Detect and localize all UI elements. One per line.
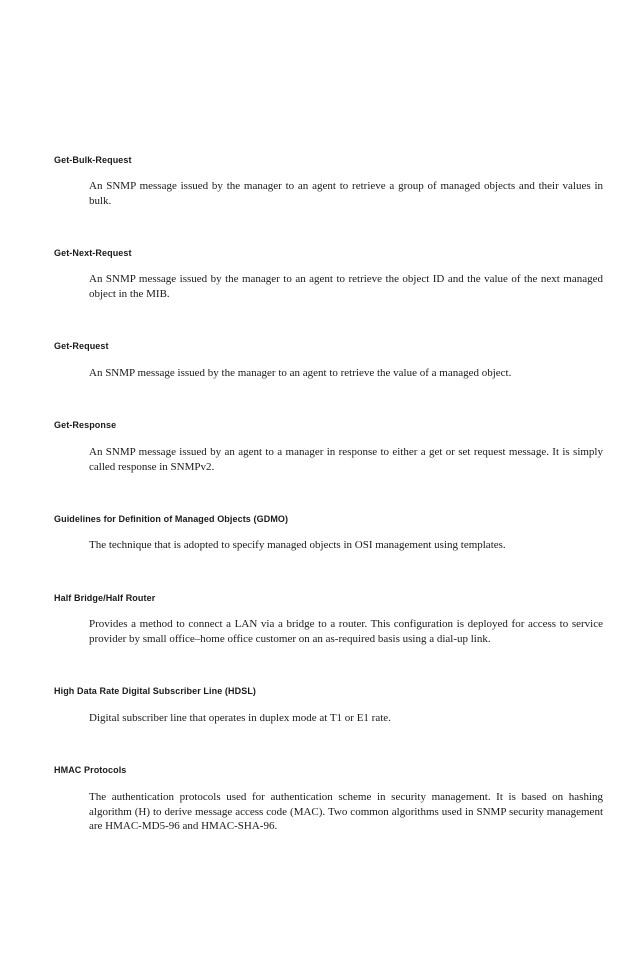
glossary-definition: Digital subscriber line that operates in duplex mode at T1 or E1 rate. [89, 712, 391, 724]
glossary-definition: An SNMP message issued by the manager to an agent to retrieve the value of a managed object. [89, 367, 512, 379]
glossary-definition: An SNMP message issued by the manager to an agent to retrieve a group of managed objects and their values in bulk. [89, 180, 603, 207]
glossary-term: Get-Next-Request [54, 248, 132, 258]
glossary-term: Half Bridge/Half Router [54, 593, 156, 603]
glossary-term: HMAC Protocols [54, 765, 127, 775]
glossary-definition: The technique that is adopted to specify managed objects in OSI management using templates. [89, 539, 506, 551]
glossary-term: Get-Request [54, 341, 109, 351]
glossary-term: High Data Rate Digital Subscriber Line (HDSL) [54, 686, 257, 696]
glossary-definition: An SNMP message issued by the manager to an agent to retrieve the object ID and the value of the next managed object in the MIB. [89, 273, 603, 300]
glossary-definition: The authentication protocols used for authentication scheme in security management. It is based on hashing algorithm (H) to derive message access code (MAC). Two common algorithms used in SNMP security management are HMAC-MD5-96 and HMAC-SHA-96. [89, 791, 603, 832]
glossary-definition: Provides a method to connect a LAN via a bridge to a router. This configuration is deployed for access to service provider by small office–home office customer on an as-required basis using a dial-up link. [89, 618, 603, 645]
glossary-term: Guidelines for Definition of Managed Objects (GDMO) [54, 514, 289, 524]
glossary-term: Get-Response [54, 420, 117, 430]
glossary-term: Get-Bulk-Request [54, 155, 132, 165]
glossary-definition: An SNMP message issued by an agent to a manager in response to either a get or set request message. It is simply called response in SNMPv2. [89, 446, 603, 473]
